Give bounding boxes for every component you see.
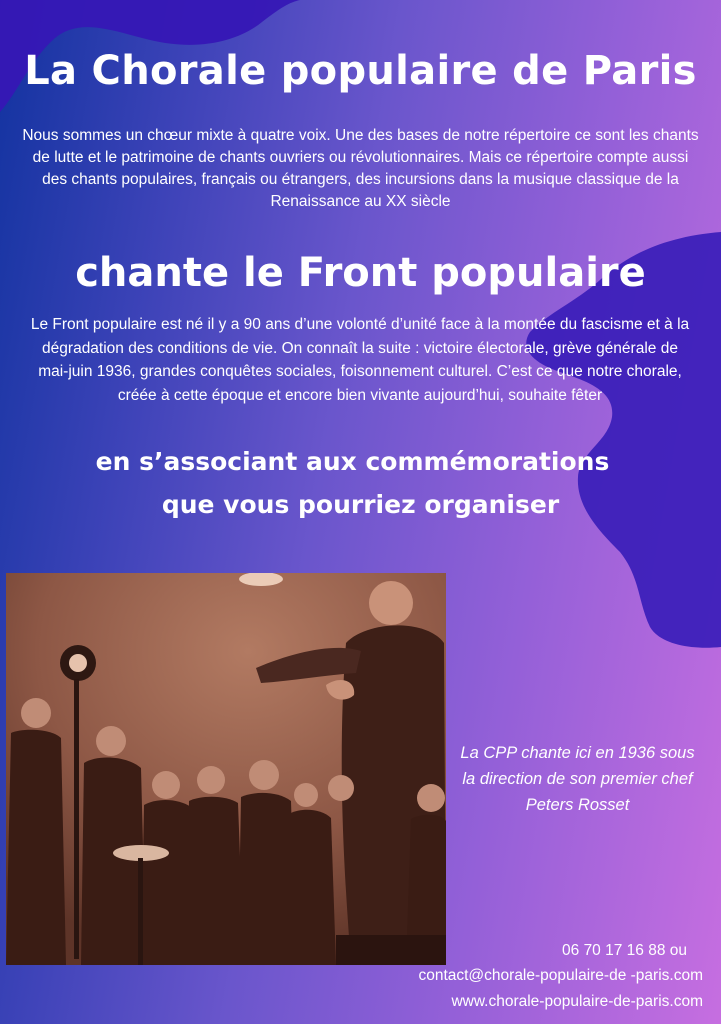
intro-paragraph: Nous sommes un chœur mixte à quatre voix. Une des bases de notre répertoire ce sont les chants de lutte et le patrimoine de chants ouvriers ou révolutionnaires. Mais ce répertoire compte aussi des chants populaires, français ou étrangers, des incursions dans la musique classique de la Renaissance au XX siècle xyxy=(22,127,699,210)
contact-phone: 06 70 17 16 88 ou xyxy=(562,942,687,959)
call-to-action-line-2: que vous pourriez organiser xyxy=(161,490,560,519)
page-title: La Chorale populaire de Paris xyxy=(24,48,697,94)
call-to-action-line-1: en s’associant aux commémorations xyxy=(95,447,610,476)
contact-website[interactable]: www.chorale-populaire-de-paris.com xyxy=(451,993,703,1010)
photo-caption: La CPP chante ici en 1936 sous la direction de son premier chef Peters Rosset xyxy=(460,744,695,814)
historical-choir-photo xyxy=(6,573,446,965)
contact-email[interactable]: contact@chorale-populaire-de -paris.com xyxy=(418,967,703,984)
front-populaire-paragraph: Le Front populaire est né il y a 90 ans d’une volonté d’unité face à la montée du fascisme et à la dégradation des conditions de vie. On connaît la suite : victoire électorale, grève générale de mai-juin 1936, grandes conquêtes sociales, foisonnement culturel. C’est ce que notre chorale, créée à cette époque et encore bien vivante aujourd’hui, souhaite fêter xyxy=(30,316,690,404)
section-title: chante le Front populaire xyxy=(75,250,646,296)
